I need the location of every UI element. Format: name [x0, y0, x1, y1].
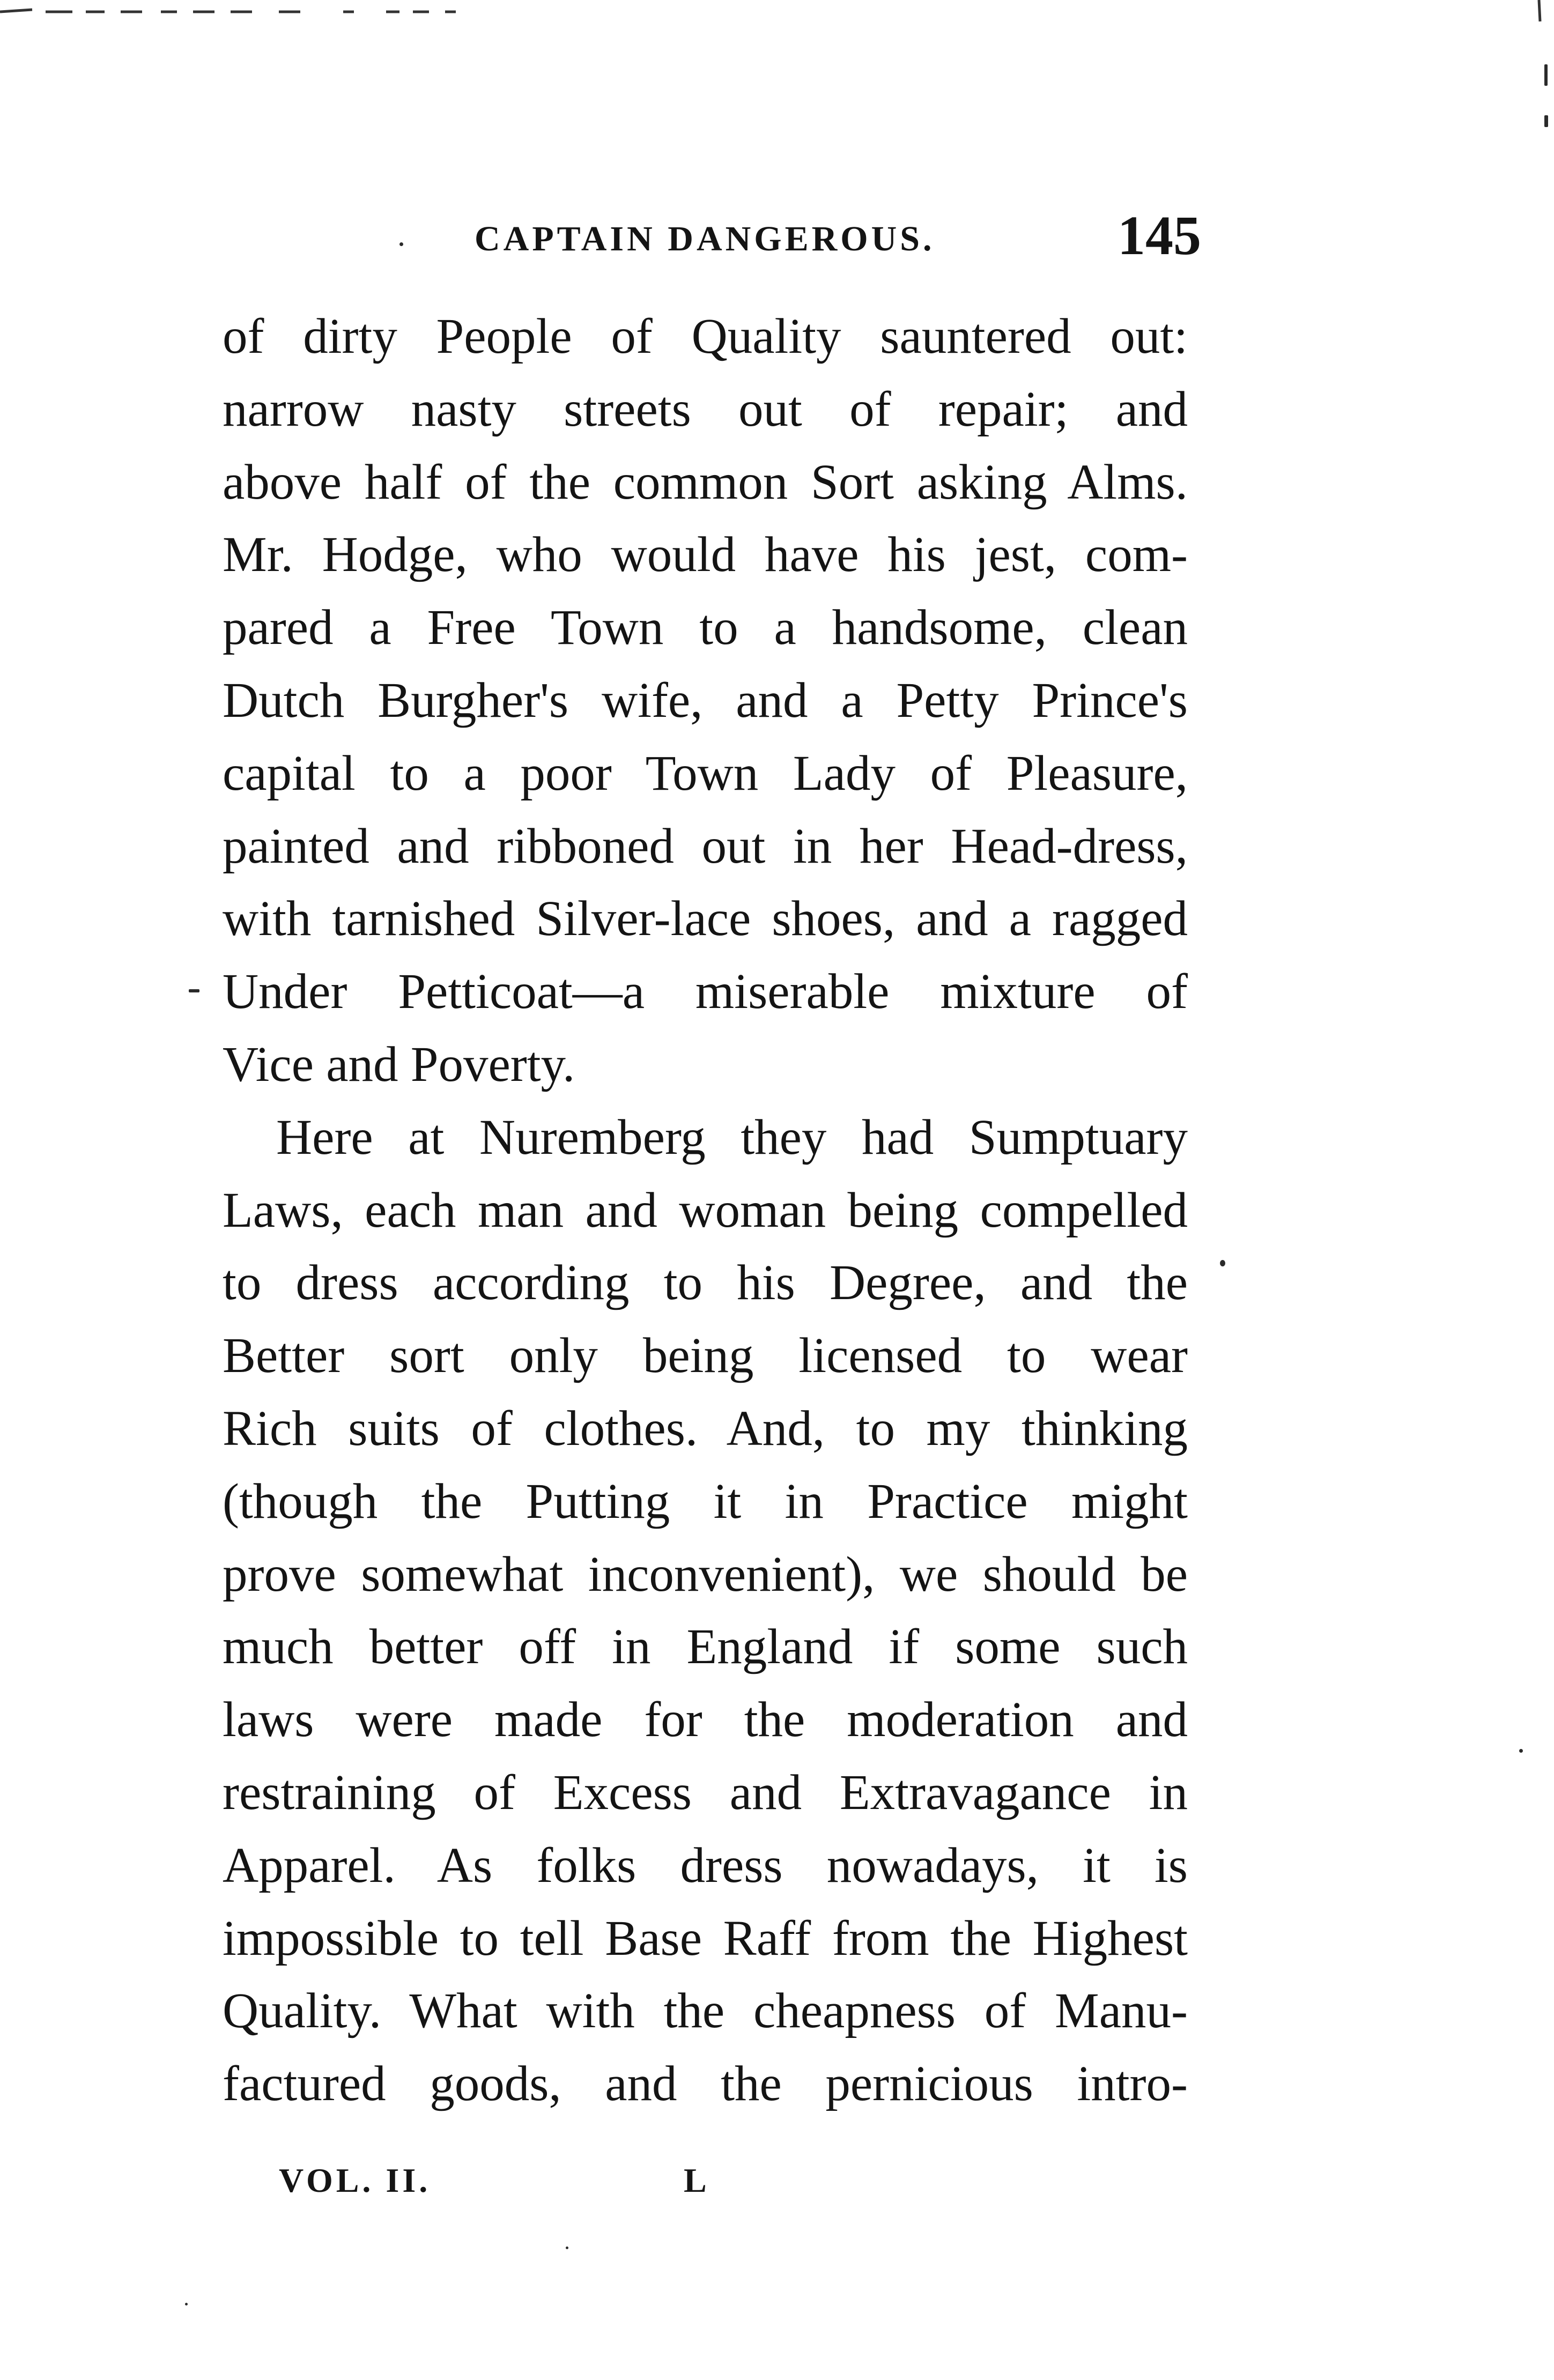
text-line: Better sort only being licensed to wear: [223, 1328, 1188, 1384]
text-line: Here at Nuremberg they had Sumptuary: [276, 1109, 1188, 1165]
text-line: Dutch Burgher's wife, and a Petty Prince's: [223, 672, 1188, 728]
volume-label: VOL. II.: [279, 2161, 431, 2199]
text-line: restraining of Excess and Extravagance in: [223, 1764, 1188, 1820]
text-line: above half of the common Sort asking Alms.: [223, 454, 1188, 510]
running-title: CAPTAIN DANGEROUS.: [475, 219, 935, 258]
margin-speck: [1544, 115, 1548, 127]
text-line: Quality. What with the cheapness of Manu-: [223, 1983, 1188, 2039]
signature-mark: L: [684, 2161, 710, 2199]
margin-speck: [1220, 1260, 1225, 1266]
page-number: 145: [1118, 205, 1201, 266]
text-line: of dirty People of Quality sauntered out:: [223, 309, 1188, 364]
margin-speck: [1544, 64, 1548, 86]
text-line: narrow nasty streets out of repair; and: [223, 381, 1188, 437]
text-line: Rich suits of clothes. And, to my thinking: [223, 1400, 1188, 1456]
text-line: impossible to tell Base Raff from the Highest: [223, 1910, 1188, 1966]
text-line: to dress according to his Degree, and the: [223, 1255, 1188, 1311]
text-line: factured goods, and the pernicious intro-: [223, 2056, 1188, 2112]
text-line: pared a Free Town to a handsome, clean: [223, 600, 1188, 656]
margin-speck: [566, 2246, 568, 2249]
text-line: laws were made for the moderation and: [223, 1692, 1188, 1748]
running-head: [220, 204, 1201, 268]
text-line: (though the Putting it in Practice might: [223, 1473, 1188, 1529]
text-line: Mr. Hodge, who would have his jest, com-: [223, 527, 1188, 583]
margin-speck: [185, 2303, 188, 2305]
text-line: Under Petticoat—a miserable mixture of: [223, 964, 1188, 1020]
text-line: with tarnished Silver-lace shoes, and a ragged: [223, 891, 1188, 947]
text-line: painted and ribboned out in her Head-dress,: [223, 818, 1188, 874]
text-line: prove somewhat inconvenient), we should be: [223, 1546, 1188, 1602]
text-line: much better off in England if some such: [223, 1619, 1188, 1675]
scan-edge-marks: [0, 0, 1554, 32]
signature-line: [279, 2161, 761, 2204]
body-text: [223, 300, 1188, 2121]
margin-speck: [1519, 1749, 1523, 1753]
text-line: Apparel. As folks dress nowadays, it is: [223, 1837, 1188, 1893]
text-line: Laws, each man and woman being compelled: [223, 1182, 1188, 1238]
text-line: capital to a poor Town Lady of Pleasure,: [223, 745, 1188, 801]
text-line: Vice and Poverty.: [223, 1036, 575, 1092]
margin-speck: [189, 989, 199, 992]
